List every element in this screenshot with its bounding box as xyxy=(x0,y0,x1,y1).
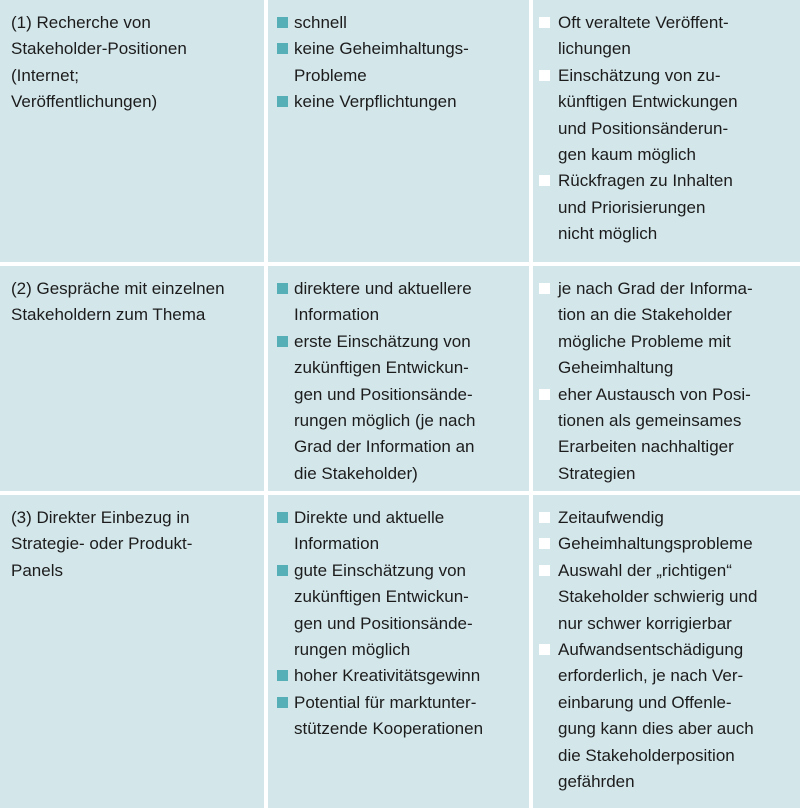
con-item: je nach Grad der Informa- tion an die Stakeholder mögliche Probleme mit Geheimhaltung xyxy=(539,276,794,382)
teal-square-bullet-icon xyxy=(277,43,288,54)
method-label: (3) Direkter Einbezug in Strategie- oder Produkt- Panels xyxy=(11,508,193,580)
con-item: Auswahl der „richtigen“ Stakeholder schwierig und nur schwer korrigierbar xyxy=(539,558,794,637)
teal-square-bullet-icon xyxy=(277,96,288,107)
con-item: Geheimhaltungsprobleme xyxy=(539,531,794,557)
pro-item: erste Einschätzung von zukünftigen Entwickun- gen und Positionsände- rungen möglich (je nach Grad der Information an die Stakeholder) xyxy=(277,329,523,487)
teal-square-bullet-icon xyxy=(277,565,288,576)
white-square-bullet-icon xyxy=(539,389,550,400)
method-cell-1 xyxy=(0,0,264,262)
white-square-bullet-icon xyxy=(539,70,550,81)
cons-list xyxy=(539,505,794,795)
pro-item: direktere und aktuellere Information xyxy=(277,276,523,329)
con-item: Zeitaufwendig xyxy=(539,505,794,531)
teal-square-bullet-icon xyxy=(277,512,288,523)
method-cell-3 xyxy=(0,495,264,808)
teal-square-bullet-icon xyxy=(277,336,288,347)
cons-list xyxy=(539,276,794,487)
con-item: Oft veraltete Veröffent- lichungen xyxy=(539,10,794,63)
method-cell-2 xyxy=(0,266,264,491)
pro-item: keine Verpflichtungen xyxy=(277,89,523,115)
pro-item: gute Einschätzung von zukünftigen Entwickun- gen und Positionsände- rungen möglich xyxy=(277,558,523,664)
con-item: eher Austausch von Posi- tionen als gemeinsames Erarbeiten nachhaltiger Strategien xyxy=(539,382,794,488)
pro-item: schnell xyxy=(277,10,523,36)
white-square-bullet-icon xyxy=(539,644,550,655)
pros-cell-2 xyxy=(268,266,529,491)
cons-cell-3 xyxy=(533,495,800,808)
pros-list xyxy=(277,505,523,743)
con-item: Rückfragen zu Inhalten und Priorisierungen nicht möglich xyxy=(539,168,794,247)
white-square-bullet-icon xyxy=(539,512,550,523)
teal-square-bullet-icon xyxy=(277,17,288,28)
cons-cell-2 xyxy=(533,266,800,491)
method-label: (1) Recherche von Stakeholder-Positionen (Internet; Veröffentlichungen) xyxy=(11,13,187,112)
pro-item: keine Geheimhaltungs- Probleme xyxy=(277,36,523,89)
pros-cell-1 xyxy=(268,0,529,262)
pros-cell-3 xyxy=(268,495,529,808)
white-square-bullet-icon xyxy=(539,283,550,294)
con-item: Einschätzung von zu- künftigen Entwickungen und Positionsänderun- gen kaum möglich xyxy=(539,63,794,169)
white-square-bullet-icon xyxy=(539,175,550,186)
teal-square-bullet-icon xyxy=(277,283,288,294)
pro-item: Potential für marktunter- stützende Kooperationen xyxy=(277,690,523,743)
white-square-bullet-icon xyxy=(539,565,550,576)
method-label: (2) Gespräche mit einzelnen Stakeholdern zum Thema xyxy=(11,279,225,325)
pro-item: Direkte und aktuelle Information xyxy=(277,505,523,558)
cons-list xyxy=(539,10,794,248)
teal-square-bullet-icon xyxy=(277,697,288,708)
con-item: Aufwandsentschädigung erforderlich, je nach Ver- einbarung und Offenle- gung kann dies aber auch die Stakeholderposition gefährden xyxy=(539,637,794,795)
pro-item: hoher Kreativitätsgewinn xyxy=(277,663,523,689)
pros-list xyxy=(277,10,523,116)
pros-list xyxy=(277,276,523,487)
teal-square-bullet-icon xyxy=(277,670,288,681)
white-square-bullet-icon xyxy=(539,17,550,28)
cons-cell-1 xyxy=(533,0,800,262)
white-square-bullet-icon xyxy=(539,538,550,549)
